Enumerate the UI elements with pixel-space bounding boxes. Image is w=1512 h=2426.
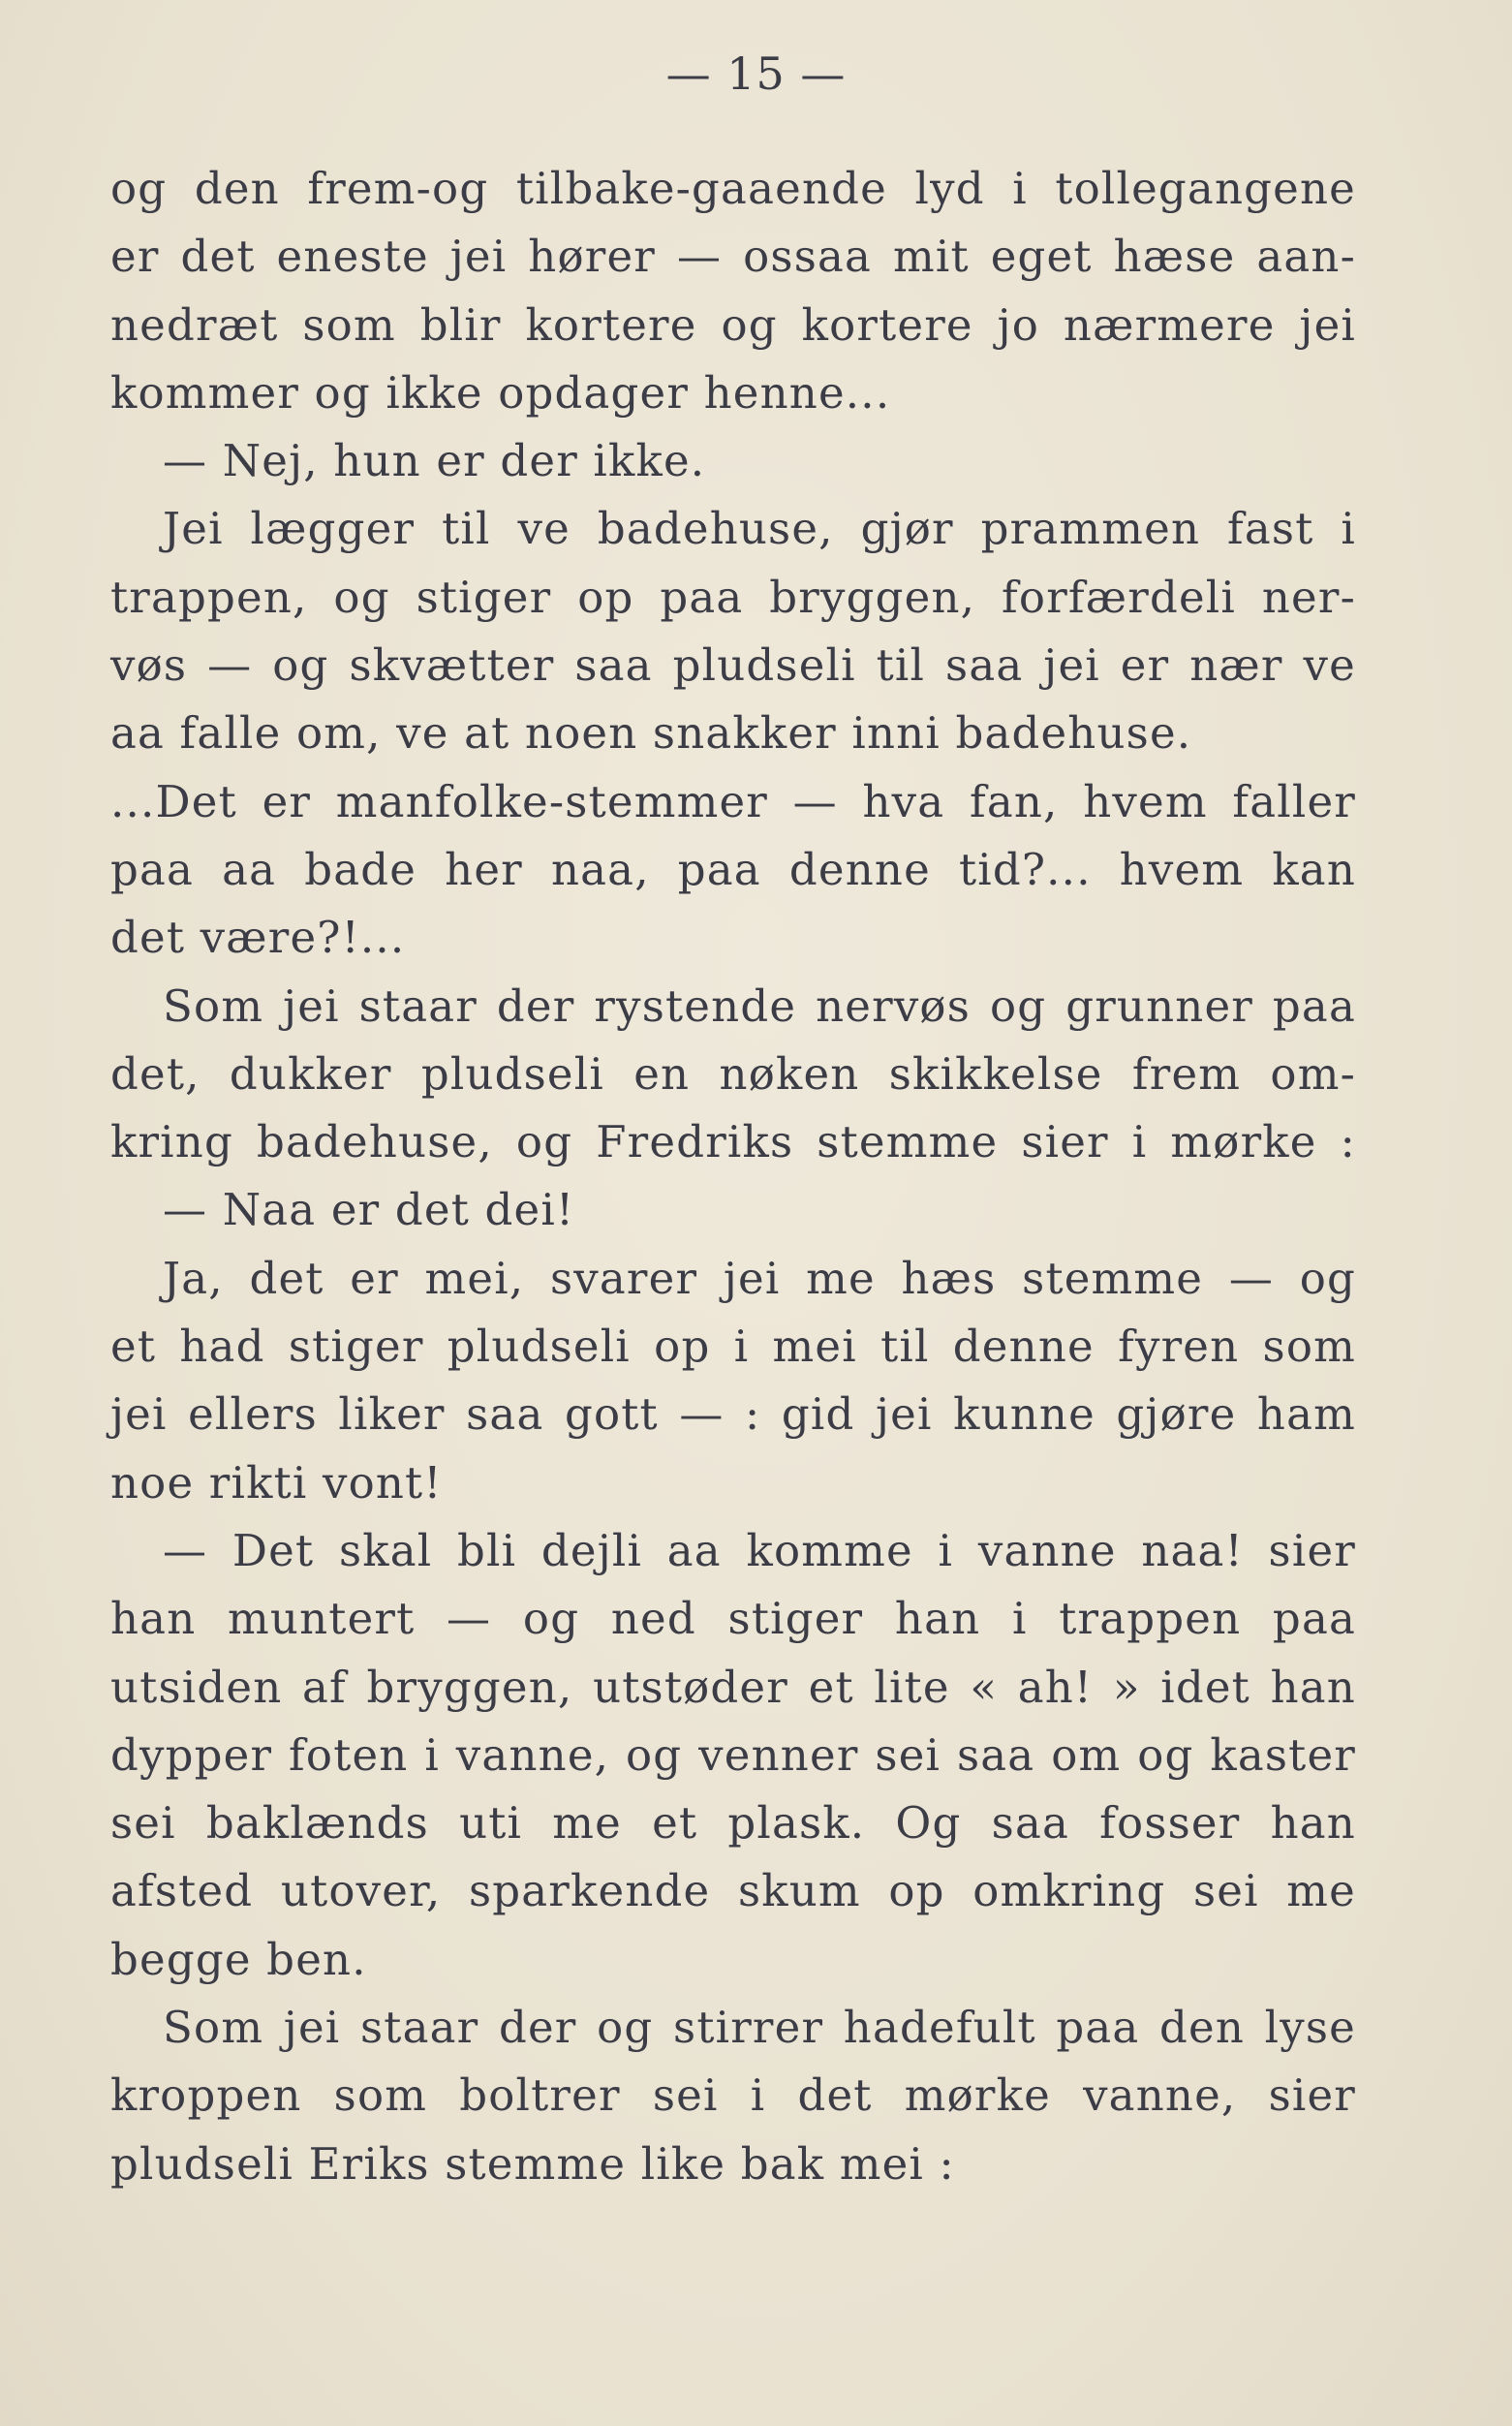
text-line: kroppen som boltrer sei i det mørke vanne, sier bbox=[110, 2069, 1356, 2122]
text-line: noe rikti vont! bbox=[110, 1456, 443, 1508]
text-line: kommer og ikke opdager henne... bbox=[110, 366, 891, 419]
text-line: han muntert — og ned stiger han i trappen paa bbox=[110, 1593, 1356, 1645]
text-line: begge ben. bbox=[110, 1933, 367, 1985]
text-line: — Nej, hun er der ikke. bbox=[163, 435, 706, 487]
text-line: dypper foten i vanne, og venner sei saa om og kaster bbox=[110, 1728, 1356, 1781]
text-line: Som jei staar der rystende nervøs og grunner paa bbox=[163, 980, 1356, 1032]
text-line: kring badehuse, og Fredriks stemme sier i mørke : bbox=[110, 1116, 1356, 1168]
text-line: det, dukker pludseli en nøken skikkelse frem om- bbox=[110, 1047, 1356, 1100]
text-line: jei ellers liker saa gott — : gid jei kunne gjøre ham bbox=[110, 1388, 1356, 1441]
text-line: vøs — og skvætter saa pludseli til saa jei er nær ve bbox=[110, 639, 1356, 692]
body-text bbox=[110, 155, 1356, 2198]
text-line: Ja, det er mei, svarer jei me hæs stemme — og bbox=[163, 1252, 1356, 1304]
text-line: er det eneste jei hører — ossaa mit eget hæse aan- bbox=[110, 231, 1356, 283]
text-line: det være?!... bbox=[110, 912, 406, 964]
text-line: utsiden af bryggen, utstøder et lite « ah! » idet han bbox=[110, 1661, 1356, 1713]
page-number: — 15 — bbox=[665, 47, 847, 100]
text-line: Jei lægger til ve badehuse, gjør prammen fast i bbox=[163, 503, 1356, 555]
text-line: — Det skal bli dejli aa komme i vanne naa! sier bbox=[163, 1524, 1356, 1576]
text-line: aa falle om, ve at noen snakker inni badehuse. bbox=[110, 707, 1192, 760]
text-line: sei baklænds uti me et plask. Og saa fosser han bbox=[110, 1797, 1356, 1850]
text-line: afsted utover, sparkende skum op omkring sei me bbox=[110, 1865, 1356, 1917]
text-line: — Naa er det dei! bbox=[163, 1184, 575, 1236]
text-line: pludseli Eriks stemme like bak mei : bbox=[110, 2137, 955, 2190]
text-line: nedræt som blir kortere og kortere jo nærmere jei bbox=[110, 298, 1356, 351]
text-line: ...Det er manfolke-stemmer — hva fan, hvem faller bbox=[110, 775, 1356, 827]
text-line: et had stiger pludseli op i mei til denne fyren som bbox=[110, 1321, 1356, 1373]
text-line: og den frem-og tilbake-gaaende lyd i tollegangene bbox=[110, 163, 1356, 214]
text-line: Som jei staar der og stirrer hadefult paa den lyse bbox=[163, 2002, 1356, 2054]
text-line: trappen, og stiger op paa bryggen, forfærdeli ner- bbox=[110, 571, 1356, 623]
text-line: paa aa bade her naa, paa denne tid?... hvem kan bbox=[110, 843, 1356, 895]
